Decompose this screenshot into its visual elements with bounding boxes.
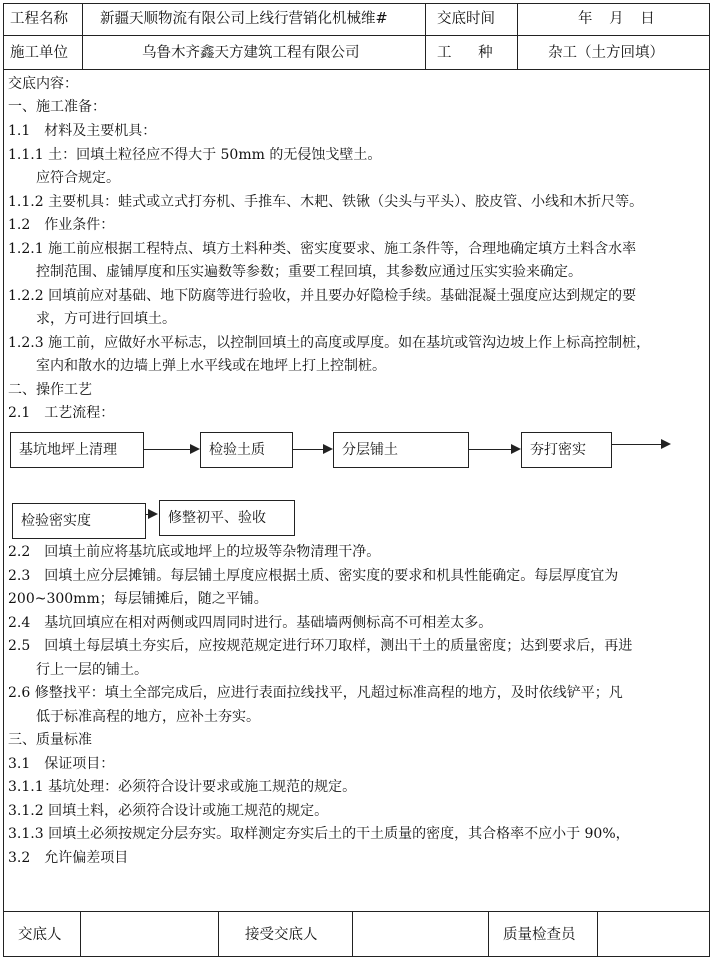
content-line: 1.1 材料及主要机具： xyxy=(8,123,157,139)
content-line: 2.4 基坑回填应在相对两侧或四周同时进行。基础墙两侧标高不可相差太多。 xyxy=(8,615,493,631)
content-line: 3.1.1 基坑处理：必须符合设计要求或施工规范的规定。 xyxy=(8,779,357,795)
content-line: 2.1 工艺流程： xyxy=(8,405,115,421)
content-line: 1.2 作业条件： xyxy=(8,217,115,233)
content-line: 一、施工准备： xyxy=(8,99,106,115)
content-line: 200~300mm；每层铺摊后，随之平铺。 xyxy=(8,591,268,607)
flow-arrow-head xyxy=(148,509,158,519)
content-line: 3.1.2 回填土料，必须符合设计或施工规范的规定。 xyxy=(8,803,329,819)
flow-arrow-line xyxy=(293,449,326,450)
content-line: 3.1.3 回填土必须按规定分层夯实。取样测定夯实后土的干土质量的密度，其合格率不应小于 90%， xyxy=(8,826,630,842)
receiver-label: 接受交底人 xyxy=(245,927,318,943)
date-label: 交底时间 xyxy=(437,11,495,27)
date-value: 年 月 日 xyxy=(578,11,655,27)
content-line: 2.3 回填土应分层摊铺。每层铺土厚度应根据土质、密实度的要求和机具性能确定。每层厚度宜为 xyxy=(8,568,619,584)
content-line: 应符合规定。 xyxy=(8,170,120,186)
flow-arrow-head xyxy=(190,444,200,454)
footer-top-divider xyxy=(3,911,710,912)
footer-col-divider-4 xyxy=(488,911,489,957)
content-line: 二、操作工艺 xyxy=(8,382,92,398)
content-line: 1.1.2 主要机具：蛙式或立式打夯机、手推车、木耙、铁锹（尖头与平头）、胶皮管、小线和木折尺等。 xyxy=(8,194,644,210)
unit-label: 施工单位 xyxy=(10,45,68,61)
flow-step-density-test: 检验密实度 xyxy=(12,503,146,539)
flow-arrow-head xyxy=(323,444,333,454)
content-line: 交底内容： xyxy=(8,76,78,92)
project-value: 新疆天顺物流有限公司上线行营销化机械维# xyxy=(100,11,388,27)
trade-label: 工 种 xyxy=(437,45,493,61)
footer-col-divider-1 xyxy=(80,911,81,957)
header-col-divider-2 xyxy=(425,3,426,69)
inspector-label: 质量检查员 xyxy=(503,927,576,943)
content-line: 2.5 回填土每层填土夯实后，应按规范规定进行环刀取样，测出干土的质量密度；达到要求后，再进 xyxy=(8,638,633,654)
content-line: 三、质量标准 xyxy=(8,732,92,748)
content-line: 控制范围、虚铺厚度和压实遍数等参数；重要工程回填，其参数应通过压实实验来确定。 xyxy=(8,264,582,280)
flow-arrow-head xyxy=(661,439,671,449)
content-line: 2.6 修整找平：填土全部完成后，应进行表面拉线找平，凡超过标准高程的地方，及时依线铲平；凡 xyxy=(8,685,623,701)
content-line: 1.2.1 施工前应根据工程特点、填方土料种类、密实度要求、施工条件等，合理地确定填方土料含水率 xyxy=(8,241,637,257)
content-line: 1.2.2 回填前应对基础、地下防腐等进行验收，并且要办好隐检手续。基础混凝土强度应达到规定的要 xyxy=(8,288,637,304)
content-line: 低于标准高程的地方，应补土夯实。 xyxy=(8,709,260,725)
header-col-divider-1 xyxy=(82,3,83,69)
content-line: 3.1 保证项目： xyxy=(8,756,115,772)
handover-label: 交底人 xyxy=(18,927,62,943)
flow-arrow-line xyxy=(469,449,514,450)
flow-arrow-head xyxy=(511,444,521,454)
footer-col-divider-2 xyxy=(218,911,219,957)
content-line: 1.1.1 土：回填土粒径应不得大于 50mm 的无侵蚀戈壁土。 xyxy=(8,147,382,163)
header-col-divider-3 xyxy=(517,3,518,69)
content-line: 3.2 允许偏差项目 xyxy=(8,850,129,866)
content-line: 求，方可进行回填土。 xyxy=(8,311,176,327)
flow-step-check-soil: 检验土质 xyxy=(200,432,293,468)
flow-step-finish: 修整初平、验收 xyxy=(159,500,295,536)
footer-col-divider-3 xyxy=(352,911,353,957)
content-line: 2.2 回填土前应将基坑底或地坪上的垃圾等杂物清理干净。 xyxy=(8,544,381,560)
content-line: 室内和散水的边墙上弹上水平线或在地坪上打上控制桩。 xyxy=(8,358,386,374)
flow-arrow-line xyxy=(144,449,193,450)
trade-value: 杂工（土方回填） xyxy=(548,45,664,61)
flow-step-layer: 分层铺土 xyxy=(333,432,469,468)
content-line: 1.2.3 施工前，应做好水平标志，以控制回填土的高度或厚度。如在基坑或管沟边坡上作上标高控制桩， xyxy=(8,335,651,351)
flow-step-clean: 基坑地坪上清理 xyxy=(10,432,144,468)
project-label: 工程名称 xyxy=(10,11,68,27)
footer-col-divider-5 xyxy=(597,911,598,957)
content-line: 行上一层的铺土。 xyxy=(8,662,148,678)
flow-arrow-line xyxy=(612,444,664,445)
flow-step-compact: 夯打密实 xyxy=(521,432,612,468)
header-row-divider xyxy=(3,35,710,36)
header-bottom-divider xyxy=(3,69,710,70)
unit-value: 乌鲁木齐鑫天方建筑工程有限公司 xyxy=(142,45,360,61)
